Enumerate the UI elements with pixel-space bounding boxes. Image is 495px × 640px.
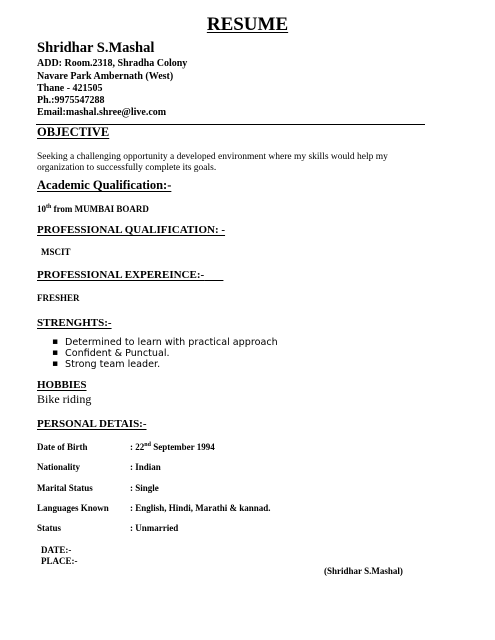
objective-line-2: organization to successfully complete its goals.: [37, 163, 217, 173]
date-label: DATE:-: [41, 545, 72, 555]
resume-title-text: RESUME: [206, 14, 289, 35]
languages-value: : English, Hindi, Marathi & kannad.: [130, 503, 271, 513]
dob-value-suffix: nd: [144, 442, 151, 448]
academic-item-suffix: th: [46, 204, 52, 210]
marital-status-label: Marital Status: [37, 483, 93, 493]
professional-experience-heading-text: PROFESSIONAL EXPEREINCE:-: [37, 269, 205, 281]
dob-value-prefix: : 22: [130, 442, 145, 452]
strength-item-1: ▪ Determined to learn with practical approach: [52, 337, 278, 348]
academic-item: [37, 204, 149, 214]
strength-item-3: ▪ Strong team leader.: [52, 359, 278, 370]
address-line-3: Thane - 421505: [37, 83, 103, 94]
professional-qualification-heading: PROFESSIONAL QUALIFICATION: -: [37, 224, 226, 236]
academic-heading: Academic Qualification:-: [37, 178, 172, 192]
status-value: : Unmarried: [130, 523, 179, 533]
hobbies-item: Bike riding: [37, 392, 92, 406]
signature-name: (Shridhar S.Mashal): [324, 566, 403, 576]
nationality-label: Nationality: [37, 462, 81, 472]
candidate-name: Shridhar S.Mashal: [37, 40, 155, 56]
place-label: PLACE:-: [41, 556, 78, 566]
marital-status-value: : Single: [130, 483, 159, 493]
academic-item-number: 10: [37, 204, 46, 214]
address-line-1: ADD: Room.2318, Shradha Colony: [37, 58, 188, 69]
dob-value: [130, 442, 215, 452]
objective-line-1: Seeking a challenging opportunity a developed environment where my skills would help my: [37, 152, 388, 162]
resume-title: [0, 14, 495, 36]
hobbies-heading: HOBBIES: [37, 379, 87, 391]
strength-item-2: ▪ Confident & Punctual.: [52, 348, 278, 359]
strengths-heading: STRENGHTS:-: [37, 317, 112, 329]
personal-heading: PERSONAL DETAIS:-: [37, 418, 147, 430]
nationality-value: : Indian: [130, 462, 161, 472]
academic-item-text: from MUMBAI BOARD: [51, 204, 149, 214]
email-address: Email:mashal.shree@live.com: [37, 107, 167, 118]
phone-number: Ph.:9975547288: [37, 95, 105, 106]
dob-label: Date of Birth: [37, 442, 88, 452]
objective-heading: OBJECTIVE: [37, 125, 110, 139]
professional-experience-heading: [37, 269, 223, 281]
address-line-2: Navare Park Ambernath (West): [37, 71, 174, 82]
strengths-list: [52, 337, 278, 370]
dob-value-rest: September 1994: [150, 442, 215, 452]
professional-qualification-item: MSCIT: [41, 247, 71, 257]
status-label: Status: [37, 523, 62, 533]
languages-label: Languages Known: [37, 503, 109, 513]
professional-experience-item: FRESHER: [37, 293, 80, 303]
